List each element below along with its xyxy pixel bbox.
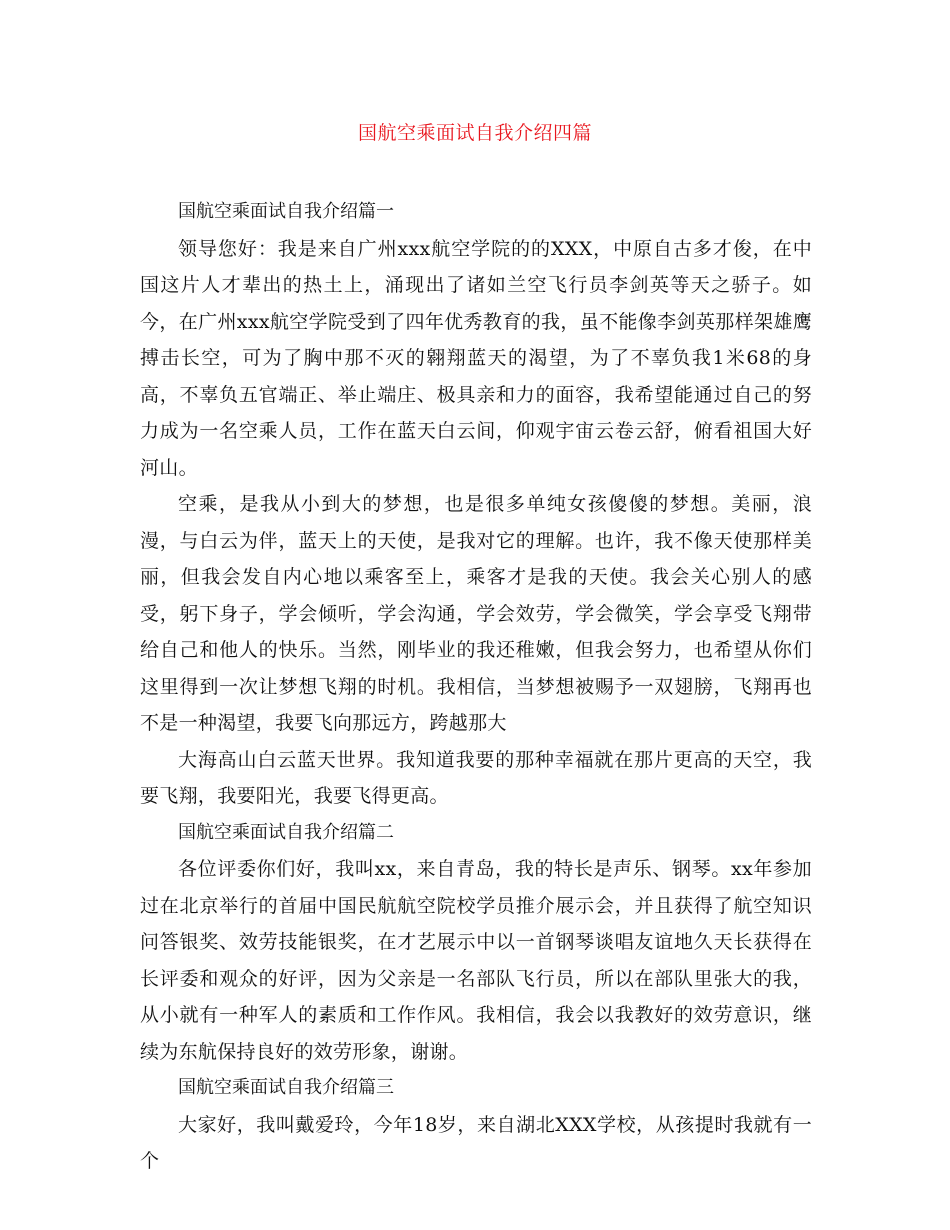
paragraph: 大家好，我叫戴爱玲，今年18岁，来自湖北XXX学校，从孩提时我就有一个 [140, 1113, 812, 1172]
section-heading-1: 国航空乘面试自我介绍篇一 [178, 201, 394, 222]
section-heading-3: 国航空乘面试自我介绍篇三 [178, 1077, 394, 1098]
paragraph: 大海高山白云蓝天世界。我知道我要的那种幸福就在那片更高的天空，我要飞翔，我要阳光，我要飞得更高。 [140, 748, 812, 807]
document-body [140, 194, 812, 1180]
paragraph: 领导您好：我是来自广州xxx航空学院的的XXX，中原自古多才俊，在中国这片人才辈出的热土上，涌现出了诸如兰空飞行员李剑英等天之骄子。如今，在广州xxx航空学院受到了四年优秀教育的我，虽不能像李剑英那样架雄鹰搏击长空，可为了胸中那不灭的翱翔蓝天的渴望，为了不辜负我1米68的身高，不辜负五官端正、举止端庄、极具亲和力的面容，我希望能通过自己的努力成为一名空乘人员，工作在蓝天白云间，仰观宇宙云卷云舒，俯看祖国大好河山。 [140, 237, 812, 479]
paragraph: 各位评委你们好，我叫xx，来自青岛，我的特长是声乐、钢琴。xx年参加过在北京举行的首届中国民航航空院校学员推介展示会，并且获得了航空知识问答银奖、效劳技能银奖，在才艺展示中以一首钢琴谈唱友谊地久天长获得在长评委和观众的好评，因为父亲是一名部队飞行员，所以在部队里张大的我，从小就有一种军人的素质和工作作风。我相信，我会以我教好的效劳意识，继续为东航保持良好的效劳形象，谢谢。 [140, 858, 812, 1063]
document-title: 国航空乘面试自我介绍四篇 [357, 122, 592, 144]
paragraph: 空乘，是我从小到大的梦想，也是很多单纯女孩傻傻的梦想。美丽，浪漫，与白云为伴，蓝天上的天使，是我对它的理解。也许，我不像天使那样美丽，但我会发自内心地以乘客至上，乘客才是我的天使。我会关心别人的感受，躬下身子，学会倾听，学会沟通，学会效劳，学会微笑，学会享受飞翔带给自己和他人的快乐。当然，刚毕业的我还稚嫩，但我会努力，也希望从你们这里得到一次让梦想飞翔的时机。我相信，当梦想被赐予一双翅膀，飞翔再也不是一种渴望，我要飞向那远方，跨越那大 [140, 493, 812, 734]
section-heading-2: 国航空乘面试自我介绍篇二 [178, 821, 394, 843]
